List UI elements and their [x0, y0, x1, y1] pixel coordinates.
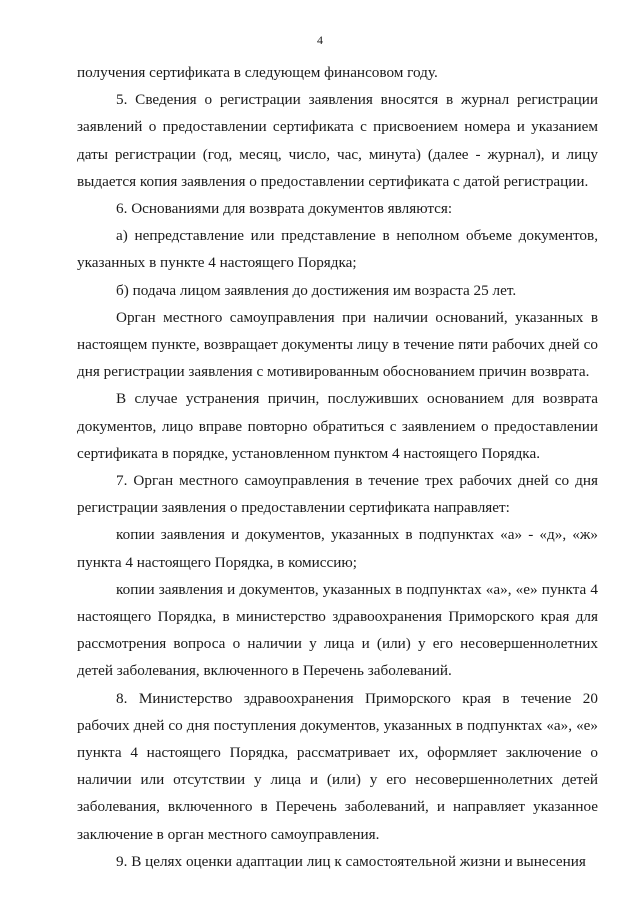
- paragraph-clause-8: 8. Министерство здравоохранения Приморского края в течение 20 рабочих дней со дня поступления документов, указанных в подпунктах «а», «е» пункта 4 настоящего Порядка, рассматривает их, оформляет заключение о наличии или отсутствии у лица и (или) у его несовершеннолетних детей заболевания, включенного в Перечень заболеваний, и направляет указанное заключение в орган местного самоуправления.: [77, 689, 598, 843]
- paragraph-clause-6-b: б) подача лицом заявления до достижения им возраста 25 лет.: [116, 281, 517, 299]
- paragraph-clause-6-a: а) непредставление или представление в неполном объеме документов, указанных в пункте 4 настоящего Порядка;: [77, 227, 598, 272]
- paragraph-continuation: получения сертификата в следующем финансовом году.: [77, 64, 438, 81]
- paragraph-clause-7-ministry: копии заявления и документов, указанных в подпунктах «а», «е» пункта 4 настоящего Порядка, в министерство здравоохранения Приморского края для рассмотрения вопроса о наличии у лица и (или) у его несовершеннолетних детей заболевания, включенного в Перечень заболеваний.: [77, 580, 598, 680]
- paragraph-clause-7: 7. Орган местного самоуправления в течение трех рабочих дней со дня регистрации заявления о предоставлении сертификата направляет:: [77, 472, 598, 517]
- document-body: [77, 59, 598, 875]
- page-number: 4: [317, 33, 323, 47]
- paragraph-clause-6: 6. Основаниями для возврата документов являются:: [116, 200, 453, 218]
- paragraph-clause-9: 9. В целях оценки адаптации лиц к самостоятельной жизни и вынесения: [116, 852, 586, 870]
- paragraph-return-grounds: Орган местного самоуправления при наличии оснований, указанных в настоящем пункте, возвращает документы лицу в течение пяти рабочих дней со дня регистрации заявления с мотивированным обоснованием причин возврата.: [77, 308, 598, 381]
- paragraph-clause-7-commission: копии заявления и документов, указанных в подпунктах «а» - «д», «ж» пункта 4 настоящего Порядка, в комиссию;: [77, 526, 598, 571]
- paragraph-clause-5: 5. Сведения о регистрации заявления вносятся в журнал регистрации заявлений о предоставлении сертификата с присвоением номера и указанием даты регистрации (год, месяц, число, час, минута) (далее - журнал), и лицу выдается копия заявления о предоставлении сертификата с датой регистрации.: [77, 91, 598, 190]
- paragraph-reapplication: В случае устранения причин, послуживших основанием для возврата документов, лицо вправе повторно обратиться с заявлением о предоставлении сертификата в порядке, установленном пунктом 4 настоящего Порядка.: [77, 390, 598, 462]
